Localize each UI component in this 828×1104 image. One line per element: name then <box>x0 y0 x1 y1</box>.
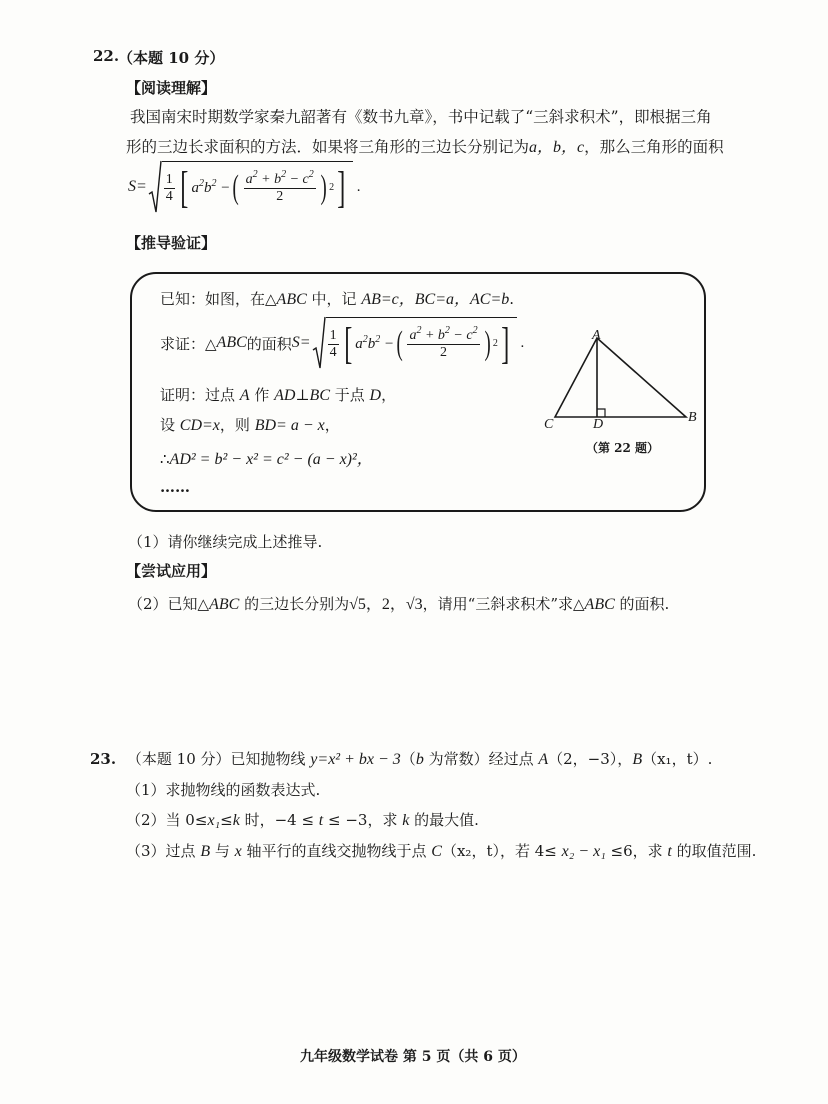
q22-given: 已知：如图，在△ABC 中，记 AB=c，BC=a，AC=b. <box>160 290 515 308</box>
q22-area-formula: S= $\frac{1}{4}$ [ $a^2b^2$ − ( $\frac{a^2 + b^2 - c^2}{2}$ ) 2 ] . <box>128 163 361 212</box>
q23-stem: 23. （本题 10 分）已知抛物线 y=x² + bx − 3（b 为常数）经过点 A（2，−3），B（x₁，t）. <box>90 750 713 768</box>
q22-proof-line: 证明：过点 A 作 AD⊥BC 于点 D， <box>160 386 397 404</box>
q22-triangle-figure <box>540 330 710 440</box>
q22-points: （本题 10 分） <box>118 49 225 67</box>
q22-label-B: B <box>688 410 697 425</box>
page-footer: 九年级数学试卷 第 5 页（共 6 页） <box>300 1049 526 1065</box>
q22-ellipsis: …… <box>160 478 190 496</box>
q22-part1: （1）请你继续完成上述推导. <box>128 533 323 551</box>
q22-intro-line2: 形的三边长求面积的方法．如果将三角形的三边长分别记为a，b，c，那么三角形的面积 <box>126 138 724 156</box>
q22-part2: （2）已知△ABC 的三边长分别为√5，2，√3，请用“三斜求积术”求△ABC 的面积. <box>128 595 670 613</box>
q22-label-C: C <box>544 417 554 432</box>
q22-section-apply: 【尝试应用】 <box>126 562 217 580</box>
q22-prove: 求证：△ ABC 的面积 S= $\frac{1}{4}$ [ $a^2b^2$ − ( $\frac{a^2 + b^2 - c^2}{2}$ ) 2 ] . <box>160 319 525 368</box>
q23-part1: （1）求抛物线的函数表达式. <box>126 781 321 799</box>
q22-eq-line: ∴AD² = b² − x² = c² − (a − x)²， <box>160 450 373 468</box>
q23-part3: （3）过点 B 与 x 轴平行的直线交抛物线于点 C（x₂，t），若 4≤ x₂ − x₁ ≤6，求 t 的取值范围. <box>126 842 757 860</box>
q23-part2: （2）当 0≤x₁≤k 时，−4 ≤ t ≤ −3，求 k 的最大值. <box>126 811 479 829</box>
q22-section-derive: 【推导验证】 <box>126 234 217 252</box>
q22-number: 22. <box>93 47 120 65</box>
q22-label-A: A <box>592 328 601 343</box>
q22-figure-caption: （第 22 题） <box>586 441 660 455</box>
q22-intro-line1: 我国南宋时期数学家秦九韶著有《数书九章》，书中记载了“三斜求积术”，即根据三角 <box>130 108 712 126</box>
q22-section-reading: 【阅读理解】 <box>126 79 217 97</box>
q22-let-line: 设 CD=x，则 BD= a − x， <box>160 416 340 434</box>
q22-label-D: D <box>593 417 604 432</box>
